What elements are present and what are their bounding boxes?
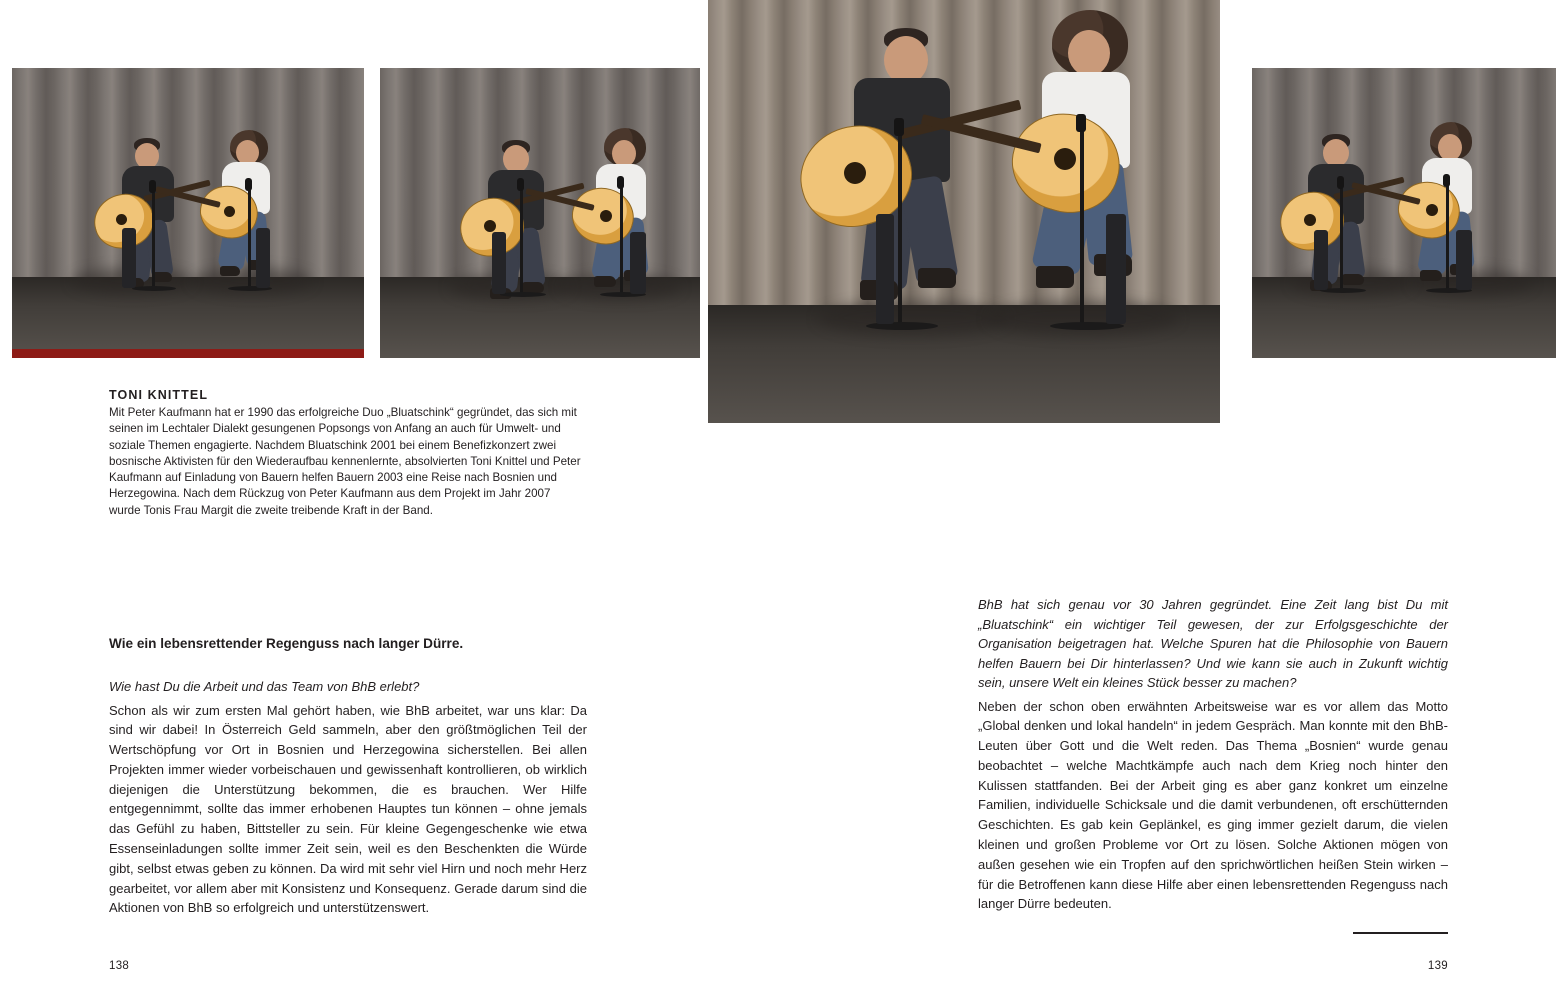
photo-strip [0, 0, 1556, 430]
bio-block [109, 388, 583, 519]
right-text-column [978, 595, 1448, 934]
page-number-left: 138 [109, 960, 130, 972]
interview-question-left: Wie hast Du die Arbeit und das Team von BhB erlebt? [109, 679, 420, 694]
bio-name: TONI KNITTEL [109, 388, 209, 402]
stage-photo-left-center [380, 68, 700, 358]
article-headline: Wie ein lebensrettender Regenguss nach langer Dürre. [109, 636, 464, 651]
bio-text: Mit Peter Kaufmann hat er 1990 das erfolgreiche Duo „Bluatschink“ gegründet, das sich mit seinen im Lechtaler Dialekt gesungenen Popsongs von Anfang an auch für Umwelt- und soziale Themen engagierte. Nachdem Bluatschink 2001 bei einem Benefizkonzert zwei bosnische Aktivisten für den Wiederaufbau kennenlernte, absolvierten Toni Knittel und Peter Kaufmann auf Einladung von Bauern helfen Bauern 2003 eine Reise nach Bosnien und Herzegowina. Nach dem Rückzug von Peter Kaufmann aus dem Projekt im Jahr 2007 wurde Tonis Frau Margit die zweite treibende Kraft in der Band. [109, 406, 581, 517]
stage-photo-main [708, 0, 1220, 423]
interview-answer-right: Neben der schon oben erwähnten Arbeitsweise war es vor allem das Motto „Global denken und lokal handeln“ in jedem Gespräch. Man konnte mit den BhB-Leuten über Gott und die Welt reden. Das Thema „Bosnien“ wurde genau beobachtet – welche Machtkämpfe auch nach dem Krieg noch hinter den Kulissen stattfanden. Bei der Arbeit ging es aber ganz konkret um einzelne Familien, individuelle Schicksale und die damit verbundenen, oft erschütternden Geschichten. Es gab kein Geplänkel, es ging immer gezielt darum, die vielen kleinen und großen Probleme vor Ort zu lösen. Solche Aktionen mögen von außen gesehen wie ein Tropfen auf den sprichwörtlichen heißen Stein wirken – für die Betroffenen kann diese Hilfe aber einen lebensrettenden Regenguss nach langer Dürre bedeuten. [978, 698, 1448, 912]
interview-answer-left: Schon als wir zum ersten Mal gehört haben, wie BhB arbeitet, war uns klar: Da sind wir dabei! In Österreich Geld sammeln, aber den größtmöglichen Teil der Wertschöpfung vor Ort in Bosnien und Herzegowina sicherstellen. Bei allen Projekten immer wieder vorbeischauen und gewissenhaft kontrollieren, ob wirklich diejenigen die Unterstützung bekommen, die es brauchen. Wer Hilfe entgegennimmt, sollte das immer erhobenen Hauptes tun können – ohne jemals das Gefühl zu haben, Bittsteller zu sein. Für kleine Gegengeschenke wie etwa Essenseinladungen sollte immer Zeit sein, weil es den Beschenkten die Würde gibt, selbst etwas geben zu können. Da wird mit sehr viel Hirn und noch mehr Herz gearbeitet, vor allem aber mit Konsistenz und Konsequenz. Gerade darum sind die Aktionen von BhB so erfolgreich und unterstützenswert. [109, 702, 587, 916]
left-text-column [109, 635, 587, 918]
page-number-right: 139 [1427, 960, 1448, 972]
stage-photo-wide-left [12, 68, 364, 358]
end-rule [1353, 932, 1448, 934]
interview-question-right: BhB hat sich genau vor 30 Jahren gegründet. Eine Zeit lang bist Du mit „Bluatschink“ ein wichtiger Teil gewesen, der zur Erfolgsgeschichte der Organisation beigetragen hat. Welche Spuren hat die Philosophie von Bauern helfen Bauern bei Dir hinterlassen? Und wie kann sie auch in Zukunft wichtig sein, unsere Welt ein kleines Stück besser zu machen? [978, 597, 1448, 690]
stage-photo-right [1252, 68, 1556, 358]
